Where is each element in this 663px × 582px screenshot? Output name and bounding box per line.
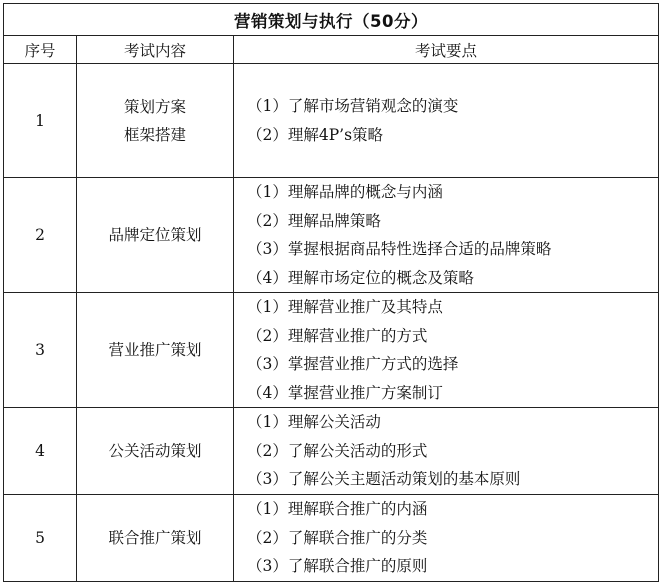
exam-point: （2）了解联合推广的分类 <box>247 528 428 547</box>
exam-content-line: 品牌定位策划 <box>108 226 202 244</box>
row-number: 3 <box>4 293 77 408</box>
exam-syllabus-table <box>3 3 659 582</box>
table-row <box>4 293 659 408</box>
exam-point: （2）了解公关活动的形式 <box>247 441 428 460</box>
exam-content-line: 公关活动策划 <box>108 442 202 460</box>
exam-point: （4）理解市场定位的概念及策略 <box>247 268 474 287</box>
row-number: 2 <box>4 178 77 293</box>
exam-content <box>77 408 234 495</box>
exam-content-line: 联合推广策划 <box>108 529 202 547</box>
table-title-row <box>4 4 659 36</box>
table-row <box>4 408 659 495</box>
exam-content-line: 营业推广策划 <box>108 341 202 359</box>
row-number: 1 <box>4 64 77 178</box>
table-row <box>4 64 659 178</box>
header-no: 序号 <box>4 36 77 64</box>
exam-points <box>234 408 659 495</box>
table-row <box>4 178 659 293</box>
exam-point: （1）了解市场营销观念的演变 <box>247 97 459 115</box>
exam-point: （1）理解营业推广及其特点 <box>247 298 443 316</box>
exam-point: （2）理解4P’s策略 <box>247 125 384 144</box>
header-points: 考试要点 <box>234 36 659 64</box>
row-number: 4 <box>4 408 77 495</box>
exam-points <box>234 293 659 408</box>
exam-point: （3）掌握根据商品特性选择合适的品牌策略 <box>247 240 552 258</box>
table-row <box>4 495 659 582</box>
exam-points <box>234 495 659 582</box>
exam-content <box>77 495 234 582</box>
header-content: 考试内容 <box>77 36 234 64</box>
exam-point: （3）了解公关主题活动策划的基本原则 <box>247 470 521 489</box>
table-title: 营销策划与执行（50分） <box>4 4 659 36</box>
exam-content-line: 策划方案 <box>123 97 186 116</box>
exam-point: （3）了解联合推广的原则 <box>247 557 428 576</box>
exam-content-line: 框架搭建 <box>123 125 186 144</box>
exam-points <box>234 178 659 293</box>
table-header-row <box>4 36 659 64</box>
exam-point: （1）理解品牌的概念与内涵 <box>247 183 443 201</box>
exam-point: （1）理解联合推广的内涵 <box>247 500 428 519</box>
row-number: 5 <box>4 495 77 582</box>
exam-point: （1）理解公关活动 <box>247 413 381 432</box>
exam-content <box>77 64 234 178</box>
exam-content <box>77 178 234 293</box>
exam-point: （2）理解品牌策略 <box>247 211 381 230</box>
exam-point: （3）掌握营业推广方式的选择 <box>247 355 459 373</box>
exam-point: （2）理解营业推广的方式 <box>247 326 428 345</box>
exam-points <box>234 64 659 178</box>
exam-point: （4）掌握营业推广方案制订 <box>247 383 443 402</box>
exam-content <box>77 293 234 408</box>
